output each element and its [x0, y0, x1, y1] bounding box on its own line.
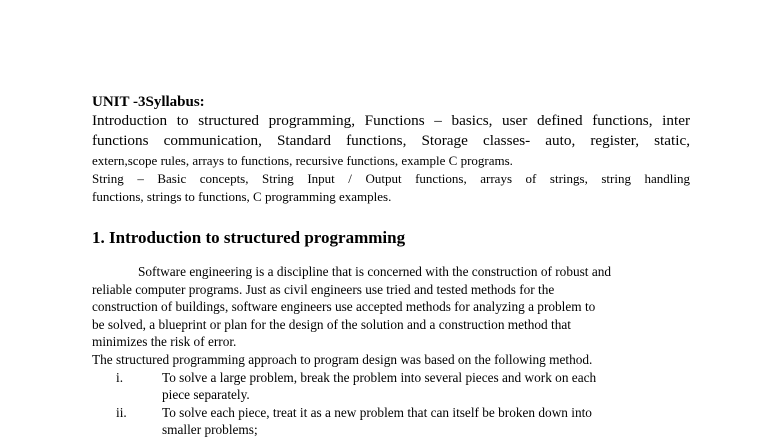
syllabus-block — [92, 111, 690, 206]
syllabus-line: functions communication, Standard functions, Storage classes- auto, register, static, — [92, 132, 690, 149]
list-item-line: piece separately. — [162, 387, 250, 402]
paragraph-line: reliable computer programs. Just as civil engineers use tried and tested methods for the — [92, 282, 555, 297]
unit-heading: UNIT -3Syllabus: — [92, 94, 205, 110]
paragraph-line: Software engineering is a discipline that is concerned with the construction of robust and — [138, 264, 612, 279]
syllabus-line: Introduction to structured programming, Functions – basics, user defined functions, inter — [92, 112, 690, 129]
list-item-line: To solve each piece, treat it as a new problem that can itself be broken down into — [162, 405, 592, 420]
list-marker: i. — [116, 370, 124, 385]
list-item-line: smaller problems; — [162, 422, 258, 437]
section-title: 1. Introduction to structured programming — [92, 228, 406, 247]
paragraph-line: construction of buildings, software engineers use accepted methods for analyzing a problem to — [92, 299, 596, 314]
paragraph-line: be solved, a blueprint or plan for the design of the solution and a construction method that — [92, 317, 571, 332]
syllabus-line: extern,scope rules, arrays to functions, recursive functions, example C programs. — [92, 153, 513, 168]
list-item-line: To solve a large problem, break the problem into several pieces and work on each — [162, 370, 597, 385]
syllabus-line: functions, strings to functions, C programming examples. — [92, 189, 392, 204]
paragraph-line: The structured programming approach to program design was based on the following method. — [92, 352, 593, 367]
syllabus-line: String – Basic concepts, String Input / Output functions, arrays of strings, string handling — [92, 171, 690, 186]
list-marker: ii. — [116, 405, 127, 420]
paragraph-line: minimizes the risk of error. — [92, 334, 237, 349]
